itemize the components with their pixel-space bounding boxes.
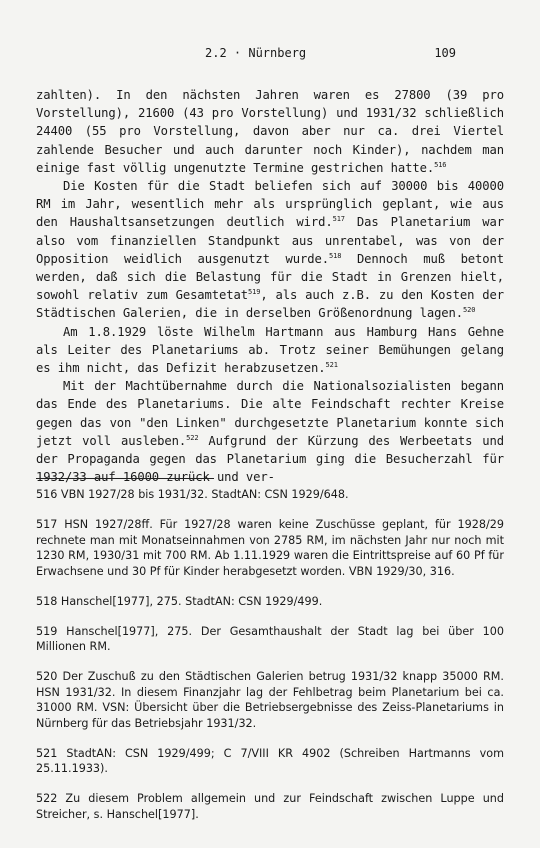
footnote-ref-518[interactable]: 518 bbox=[328, 251, 342, 260]
footnote-ref-520[interactable]: 520 bbox=[463, 306, 476, 315]
footnotes bbox=[36, 487, 504, 837]
paragraph-4-text-b: Aufgrund der Kürzung des Werbeetats und der Propaganda gegen das Planetarium ging die Besucherzahl für 1932/33 auf 16000 zurück und ver- bbox=[36, 433, 504, 485]
footnote-519: 519 Hanschel[1977], 275. Der Gesamthaushalt der Stadt lag bei über 100 Millionen RM. bbox=[36, 624, 504, 653]
footnote-517: 517 HSN 1927/28ff. Für 1927/28 waren keine Zuschüsse geplant, für 1928/29 rechnete man mit Monatseinnahmen von 2785 RM, im nächsten Jahr nur noch mit 1230 RM, 1930/31 mit 700 RM. Ab 1.11.1929 waren die Eintrittspreise auf 60 Pf für Erwachsene und 30 Pf für Kinder herabgesetzt worden. VBN 1929/30, 316. bbox=[36, 518, 504, 578]
paragraph-2 bbox=[36, 177, 504, 323]
footnote-ref-516[interactable]: 516 bbox=[434, 160, 447, 169]
footnote-ref-521[interactable]: 521 bbox=[325, 360, 338, 369]
main-text bbox=[36, 86, 504, 486]
paragraph-1-text: zahlten). In den nächsten Jahren waren es 27800 (39 pro Vorstellung), 21600 (43 pro Vorstellung) und 1931/32 schließlich 24400 (55 pro Vorstellung, davon aber nur ca. drei Viertel zahlende Besucher und auch darunter noch Kinder), nachdem man einige fast völlig ungenutzte Termine gestrichen hatte. bbox=[36, 88, 504, 175]
footnote-516: 516 VBN 1927/28 bis 1931/32. StadtAN: CSN 1929/648. bbox=[36, 488, 349, 501]
footnote-518: 518 Hanschel[1977], 275. StadtAN: CSN 1929/499. bbox=[36, 594, 323, 608]
paragraph-4-text-a: Mit der Machtübernahme durch die Nationalsozialisten begann das Ende des Planetariums. Die alte Feindschaft rechter Kreise gegen das von "den Linken" durchgesetzte Planetarium konnte sich jetzt voll ausleben. bbox=[36, 379, 504, 448]
paragraph-2-text-b: Das Planetarium war also vom finanziellen Standpunkt aus unrentabel, was von der Opposition weidlich ausgenutzt wurde. bbox=[36, 215, 504, 266]
footnote-ref-519[interactable]: 519 bbox=[247, 288, 261, 297]
page-number: 109 bbox=[434, 46, 456, 60]
paragraph-3-text: Am 1.8.1929 löste Wilhelm Hartmann aus Hamburg Hans Gehne als Leiter des Planetariums ab. Trotz seiner Bemühungen gelang es ihm nicht, das Defizit herabzusetzen. bbox=[36, 324, 504, 376]
paragraph-2-text-c: Dennoch muß betont werden, daß sich die Belastung für die Stadt in Grenzen hielt, sowohl relativ zum Gesamtetat bbox=[36, 251, 504, 303]
footnote-ref-522[interactable]: 522 bbox=[186, 433, 199, 442]
paragraph-3 bbox=[36, 323, 504, 378]
footnote-521: 521 StadtAN: CSN 1929/499; C 7/VIII KR 4902 (Schreiben Hartmanns vom 25.11.1933). bbox=[36, 746, 504, 775]
footnote-522: 522 Zu diesem Problem allgemein und zur Feindschaft zwischen Luppe und Streicher, s. Hanschel[1977]. bbox=[36, 792, 504, 821]
section-title: 2.2 · Nürnberg bbox=[205, 46, 307, 60]
running-header bbox=[0, 46, 540, 62]
paragraph-4 bbox=[36, 377, 504, 486]
footnote-520: 520 Der Zuschuß zu den Städtischen Galerien betrug 1931/32 knapp 35000 RM. HSN 1931/32. In diesem Finanzjahr lag der Fehlbetrag beim Planetarium bei ca. 31000 RM. VSN: Übersicht über die Betriebsergebnisse des Zeiss-Planetariums in Nürnberg für das Betriebsjahr 1931/32. bbox=[36, 670, 504, 730]
paragraph-1 bbox=[36, 86, 504, 177]
paragraph-2-text-a: Die Kosten für die Stadt beliefen sich auf 30000 bis 40000 RM im Jahr, wesentlich mehr als ursprünglich geplant, wie aus den Haushaltsansetzungen deutlich wird. bbox=[36, 179, 504, 230]
footnote-ref-517[interactable]: 517 bbox=[332, 215, 345, 224]
paragraph-2-text-d: , als auch z.B. zu den Kosten der Städtischen Galerien, die in derselben Größenordnung lagen. bbox=[36, 288, 504, 321]
footnote-separator bbox=[36, 478, 214, 479]
